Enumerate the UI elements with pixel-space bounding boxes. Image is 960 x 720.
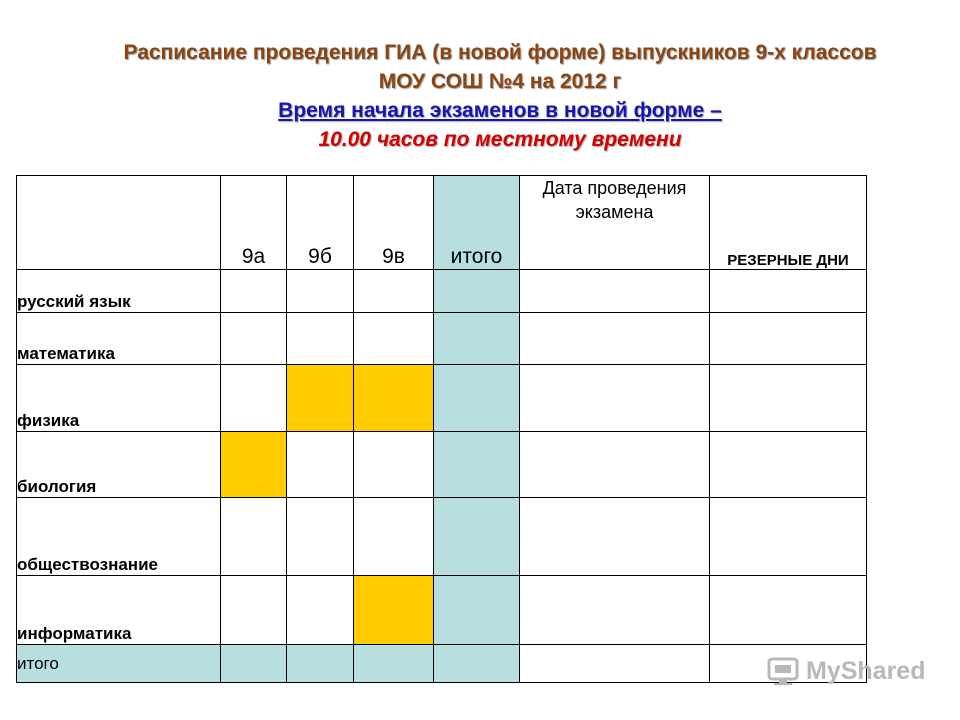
row-label-subject: информатика: [17, 576, 221, 645]
cell-9b: [287, 498, 354, 576]
cell-exam-date: [520, 270, 710, 313]
row-label-subject: биология: [17, 432, 221, 498]
row-label-total: итого: [17, 645, 221, 683]
row-label-subject: физика: [17, 365, 221, 432]
cell-9b: [287, 270, 354, 313]
cell-9v: [354, 270, 434, 313]
title-line-2: МОУ СОШ №4 на 2012 г: [378, 70, 622, 93]
header-exam-date: Дата проведения экзамена: [520, 176, 710, 270]
cell-exam-date: [520, 576, 710, 645]
cell-total: [434, 432, 520, 498]
cell-total: [434, 645, 520, 683]
cell-9a: [221, 576, 287, 645]
cell-exam-date: [520, 498, 710, 576]
table-row: [17, 365, 867, 432]
cell-9a: [221, 645, 287, 683]
cell-reserve: [710, 365, 867, 432]
cell-9a: [221, 365, 287, 432]
exam-schedule-table: [16, 175, 867, 683]
cell-9a: [221, 498, 287, 576]
title-line-3: Время начала экзаменов в новой форме –: [278, 99, 722, 122]
cell-reserve: [710, 576, 867, 645]
cell-9b: [287, 645, 354, 683]
cell-9b: [287, 365, 354, 432]
watermark-text: MyShared: [806, 656, 926, 685]
title-line-1: Расписание проведения ГИА (в новой форме) выпускников 9-х классов: [123, 41, 877, 64]
cell-9v: [354, 432, 434, 498]
header-reserve-days: РЕЗЕРНЫЕ ДНИ: [710, 176, 867, 270]
header-subject: [17, 176, 221, 270]
cell-exam-date: [520, 365, 710, 432]
cell-reserve: [710, 432, 867, 498]
title-line-4: 10.00 часов по местному времени: [318, 128, 682, 151]
table-row: [17, 645, 867, 683]
cell-9b: [287, 432, 354, 498]
table-row: [17, 432, 867, 498]
cell-9v: [354, 365, 434, 432]
row-label-subject: русский язык: [17, 270, 221, 313]
cell-total: [434, 576, 520, 645]
cell-reserve: [710, 313, 867, 365]
cell-9v: [354, 576, 434, 645]
cell-total: [434, 270, 520, 313]
page-heading: [0, 38, 960, 154]
table-row: [17, 270, 867, 313]
cell-9b: [287, 576, 354, 645]
cell-exam-date: [520, 645, 710, 683]
cell-9a: [221, 313, 287, 365]
header-class-9v: 9в: [354, 176, 434, 270]
table-row: [17, 313, 867, 365]
header-row: [17, 176, 867, 270]
cell-reserve: [710, 498, 867, 576]
cell-9a: [221, 270, 287, 313]
cell-exam-date: [520, 313, 710, 365]
myshared-logo-icon: [766, 656, 800, 686]
cell-reserve: [710, 270, 867, 313]
row-label-subject: обществознание: [17, 498, 221, 576]
cell-9v: [354, 313, 434, 365]
header-class-9b: 9б: [287, 176, 354, 270]
row-label-subject: математика: [17, 313, 221, 365]
cell-exam-date: [520, 432, 710, 498]
cell-9a: [221, 432, 287, 498]
cell-total: [434, 313, 520, 365]
watermark: [766, 656, 925, 686]
cell-9b: [287, 313, 354, 365]
header-class-9a: 9а: [221, 176, 287, 270]
cell-total: [434, 365, 520, 432]
table-row: [17, 498, 867, 576]
header-total: итого: [434, 176, 520, 270]
cell-9v: [354, 645, 434, 683]
table-row: [17, 576, 867, 645]
cell-total: [434, 498, 520, 576]
cell-9v: [354, 498, 434, 576]
